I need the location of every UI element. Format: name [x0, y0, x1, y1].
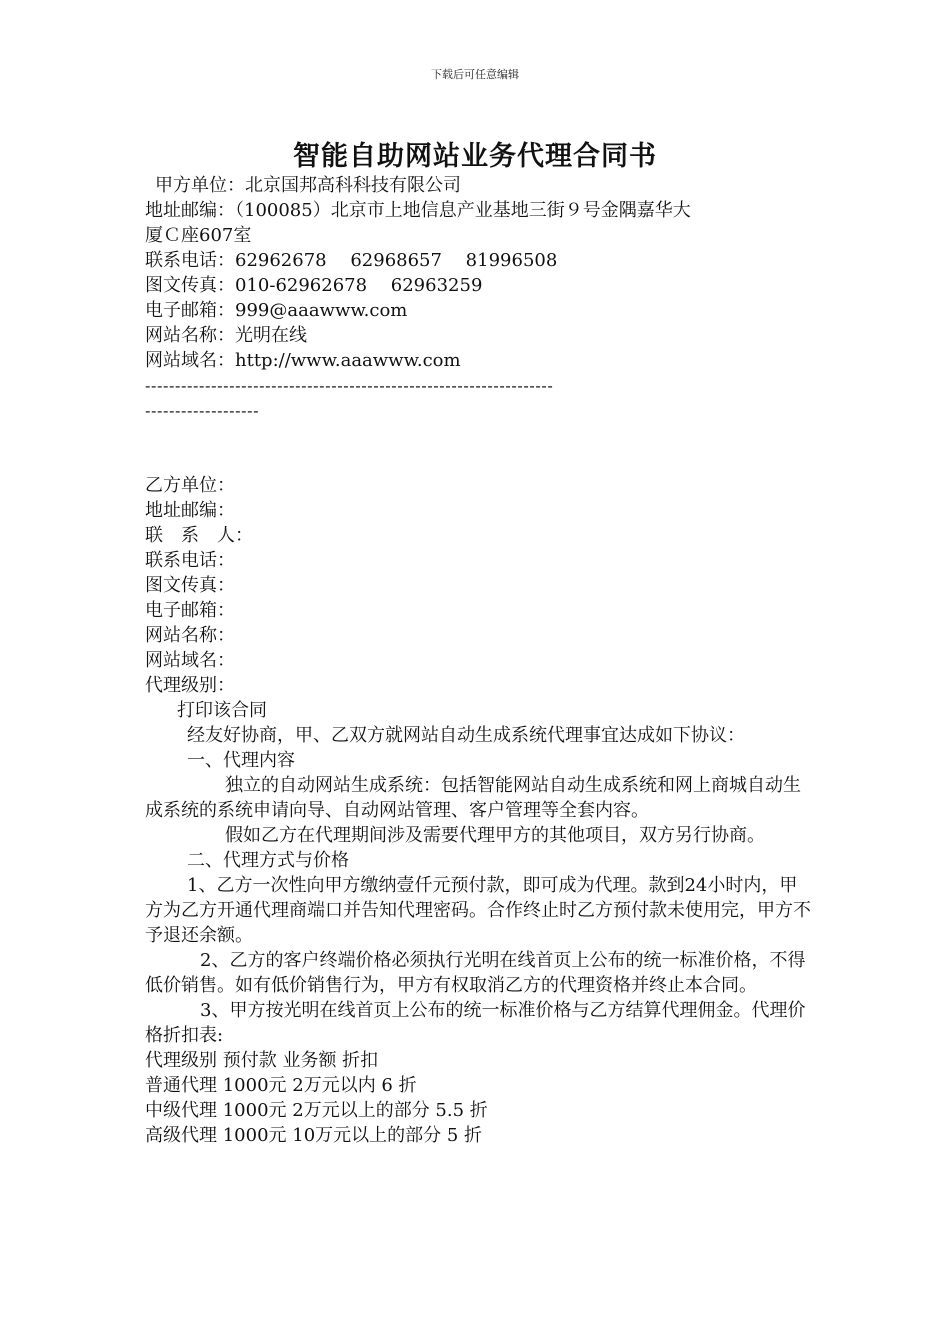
party-b-site-domain: 网站域名：: [145, 650, 235, 671]
party-b-level: 代理级别：: [145, 675, 235, 696]
divider-line: --------------------------------------------------------------------: [145, 376, 554, 395]
contract-title: 智能自助网站业务代理合同书: [293, 141, 657, 172]
intro-paragraph: 经友好协商，甲、乙双方就网站自动生成系统代理事宜达成如下协议：: [187, 725, 745, 746]
page-header: 下载后可任意编辑: [431, 68, 519, 81]
party-a-site-name: 网站名称：光明在线: [145, 325, 307, 346]
divider-line-continued: -------------------: [145, 401, 260, 420]
party-a-fax: 图文传真：010-62962678 62963259: [145, 275, 483, 296]
party-b-unit: 乙方单位：: [145, 475, 235, 496]
price-table-row: 普通代理 1000元 2万元以内 6 折: [145, 1075, 417, 1096]
price-table-row: 高级代理 1000元 10万元以上的部分 5 折: [145, 1125, 483, 1146]
party-b-phone: 联系电话：: [145, 550, 235, 571]
party-b-fax: 图文传真：: [145, 575, 235, 596]
section-2-paragraph-3: 3、甲方按光明在线首页上公布的统一标准价格与乙方结算代理佣金。代理价格折扣表:: [145, 1000, 806, 1046]
party-b-email: 电子邮箱：: [145, 600, 235, 621]
section-2-paragraph-1: 1、乙方一次性向甲方缴纳壹仟元预付款，即可成为代理。款到24小时内，甲方为乙方开通代理商端口并告知代理密码。合作终止时乙方预付款未使用完，甲方不予退还余额。: [145, 875, 811, 946]
section-1-paragraph-2: 假如乙方在代理期间涉及需要代理甲方的其他项目，双方另行协商。: [225, 825, 765, 846]
print-contract-link[interactable]: 打印该合同: [177, 700, 267, 721]
party-a-email: 电子邮箱：999@aaawww.com: [145, 300, 408, 321]
price-table-row: 中级代理 1000元 2万元以上的部分 5.5 折: [145, 1100, 488, 1121]
section-1-heading: 一、代理内容: [187, 750, 295, 771]
party-a-address-line1: 地址邮编：（100085）北京市上地信息产业基地三街９号金隅嘉华大: [145, 200, 691, 221]
spacer: [145, 423, 815, 448]
section-2-heading: 二、代理方式与价格: [187, 850, 349, 871]
party-b-site-name: 网站名称：: [145, 625, 235, 646]
price-table-header: 代理级别 预付款 业务额 折扣: [145, 1050, 379, 1071]
spacer: [145, 448, 815, 473]
section-2-paragraph-2: 2、乙方的客户终端价格必须执行光明在线首页上公布的统一标准价格，不得低价销售。如有低价销售行为，甲方有权取消乙方的代理资格并终止本合同。: [145, 950, 806, 996]
party-a-address-line2: 厦Ｃ座607室: [145, 225, 252, 246]
party-a-phone: 联系电话：62962678 62968657 81996508: [145, 250, 558, 271]
party-b-contact: 联 系 人：: [145, 525, 253, 546]
party-b-address: 地址邮编：: [145, 500, 235, 521]
contract-body: [145, 173, 815, 1148]
party-a-unit: 甲方单位：北京国邦高科科技有限公司: [155, 175, 461, 196]
party-a-site-domain: 网站域名：http://www.aaawww.com: [145, 350, 461, 371]
section-1-paragraph-1: 独立的自动网站生成系统：包括智能网站自动生成系统和网上商城自动生成系统的系统申请向导、自动网站管理、客户管理等全套内容。: [145, 775, 801, 821]
